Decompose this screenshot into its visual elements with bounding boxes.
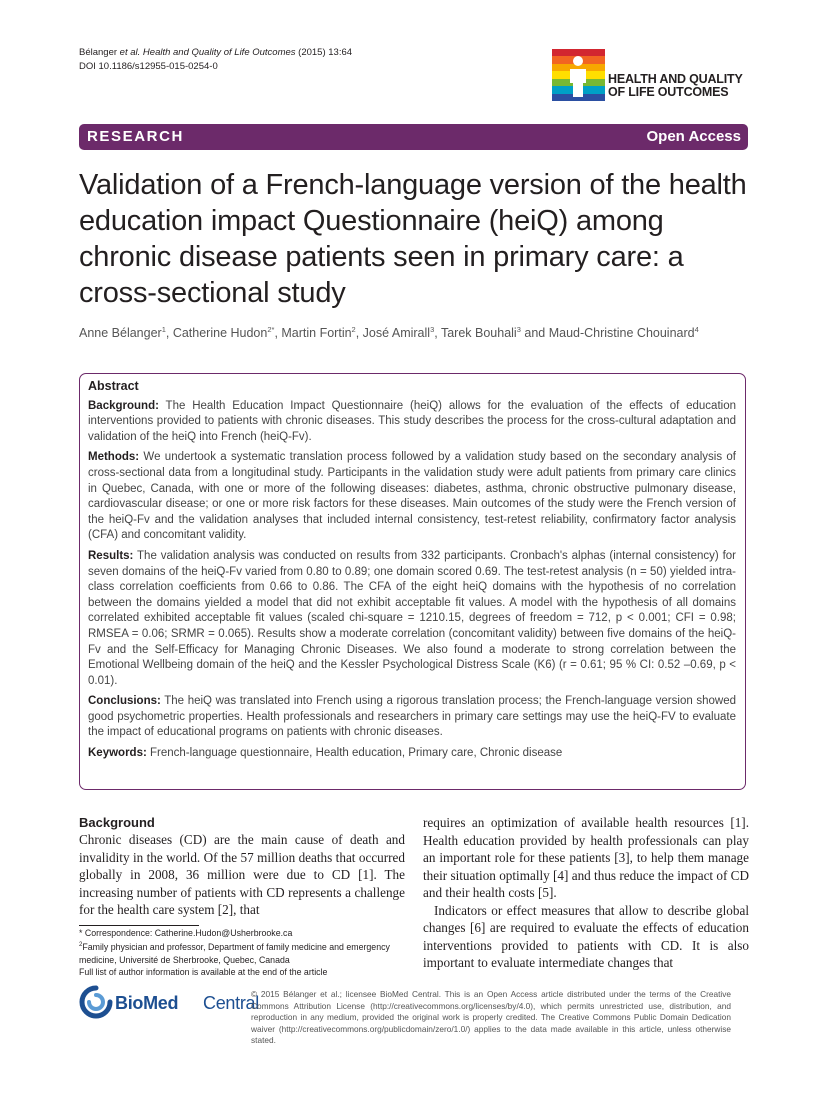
biomed-name-regular: Central <box>203 993 259 1013</box>
citation-line <box>79 46 352 60</box>
body-column-left <box>79 814 405 919</box>
author-name[interactable]: Martin Fortin <box>281 326 352 341</box>
doi[interactable]: DOI 10.1186/s12955-015-0254-0 <box>79 61 218 72</box>
author-name[interactable]: Anne Bélanger <box>79 326 162 341</box>
footnotes <box>79 927 409 979</box>
body-paragraph: requires an optimization of available health resources [1]. Health education provided by health professionals can play an important role for these patients [3], to help them manage their situation optimally [4] and thus reduce the impact of CD and their health costs [5]. <box>423 815 749 900</box>
journal-logo <box>552 49 752 101</box>
abstract-background: Background: The Health Education Impact Questionnaire (heiQ) allows for the evaluation of the effects of education interventions provided to patients with chronic diseases. This study describes the process for the cross-cultural adaptation and validation of the heiQ into French (heiQ-Fv). <box>88 399 736 443</box>
abstract-heading: Abstract <box>88 379 139 393</box>
citation-header <box>79 46 352 74</box>
journal-logo-text <box>608 73 743 99</box>
abstract-methods: Methods: We undertook a systematic translation process followed by a validation study based on the secondary analysis of cross-sectional data from a longitudinal study. Participants in the validation study were adult patients from primary care clinics in Quebec, Canada, with one or more of the following diseases: diabetes, asthma, chronic obstructive pulmonary disease, cardiovascular disease; or one or more risk factors for these diseases. Main outcomes of the study were the French version of the heiQ-Fv and the validation analyses that included internal consistency, test-retest reliability, confirmatory factor analysis (CFA) and concomitant validity. <box>88 451 736 542</box>
citation-journal: Health and Quality of Life Outcomes <box>142 47 296 58</box>
license-statement: © 2015 Bélanger et al.; licensee BioMed Central. This is an Open Access article distributed under the terms of the Creative Commons Attribution License (http://creativecommons.org/licenses/by/4.0), which permits unrestricted use, distribution, and reproduction in any medium, provided the original work is properly credited. The Creative Commons Public Domain Dedication waiver (http://creativecommons.org/publicdomain/zero/1.0/) applies to the data made available in this article, unless otherwise stated. <box>251 989 731 1045</box>
author-name[interactable]: Catherine Hudon <box>172 326 268 341</box>
article-type-label: RESEARCH <box>87 128 184 145</box>
author-name[interactable]: José Amirall <box>362 326 431 341</box>
abstract-conclusions: Conclusions: The heiQ was translated into French using a rigorous translation process; the French-language version showed good psychometric properties. Health professionals and researchers in primary care settings may use the heiQ-FV to evaluate the impact of educational programs on patients with chronic diseases. <box>88 695 736 739</box>
citation-authors: Bélanger <box>79 47 120 58</box>
author-name[interactable]: Maud-Christine Chouinard <box>548 326 695 341</box>
citation-volume: (2015) 13:64 <box>295 47 353 58</box>
abstract-box <box>79 373 746 790</box>
body-column-right <box>423 814 749 972</box>
author-affiliation-sup: 2* <box>267 325 275 334</box>
body-paragraph: Chronic diseases (CD) are the main cause of death and invalidity in the world. Of the 57 million deaths that occurred globally in 2008, 36 million were due to CD [1]. The increasing number of patients with CD represents a challenge for the health care system [2], that <box>79 832 405 917</box>
biomed-central-logo[interactable] <box>79 985 259 1021</box>
journal-logo-line1: HEALTH AND QUALITY <box>608 72 743 86</box>
abstract-keywords: Keywords: French-language questionnaire, Health education, Primary care, Chronic disease <box>88 747 563 760</box>
article-type-banner <box>79 124 748 150</box>
abstract-results: Results: The validation analysis was conducted on results from 332 participants. Cronbach's alphas (internal consistency) for seven domains of the heiQ-Fv varied from 0.80 to 0.89; one domain scored 0.69. The test-retest analysis (n = 50) yielded intra-class correlation coefficients from 0.66 to 0.86. The CFA of the eight heiQ domains with the hypothesis of no correlation between the domains yielded a model that did not exhibit acceptable fit values. A model with the hypothesis of all domains correlated exhibited acceptable fit values (scaled chi-square = 1210.15, degrees of freedom = 712, p < 0.001; CFI = 0.98; RMSEA = 0.06; SRMR = 0.065). Results show a moderate correlation (concomitant validity) between five domains of the heiQ-Fv and the Self-Efficacy for Managing Chronic Diseases. We also found a moderate to strong correlation between the Emotional Wellbeing domain of the heiQ and the Kessler Psychological Distress Scale (K6) (r = 0.61; 95 % CI: 0.52 –0.69, p < 0.01). <box>88 549 736 687</box>
author-affiliation-sup: 3 <box>430 325 435 334</box>
author-affiliation-sup: 4 <box>694 325 699 334</box>
affiliation-note: $^2$Family physician and professor, Department of family medicine and emergency medicine, Université de Sherbrooke, Quebec, Canada <box>79 942 390 965</box>
journal-logo-line2: OF LIFE OUTCOMES <box>608 85 729 99</box>
author-affiliation-sup: 1 <box>161 325 166 334</box>
correspondence-note[interactable]: * Correspondence: Catherine.Hudon@Usherbrooke.ca <box>79 928 293 938</box>
biomed-swirl-icon <box>79 985 113 1019</box>
body-paragraph: Indicators or effect measures that allow to describe global changes [6] are required to evaluate the effects of education interventions provided to patients with CD. It is also important to evaluate intermediate changes that <box>423 902 749 970</box>
section-heading-background: Background <box>79 815 155 830</box>
open-access-label: Open Access <box>646 128 741 145</box>
biomed-name-bold: BioMed <box>115 993 179 1013</box>
article-title: Validation of a French-language version of the health education impact Questionnaire (heiQ) among chronic disease patients seen in primary care: a cross-sectional study <box>79 169 747 309</box>
citation-etal: et al. <box>119 47 141 58</box>
person-icon <box>567 55 589 97</box>
footnote-divider <box>79 925 199 926</box>
author-affiliation-sup: 3 <box>516 325 521 334</box>
full-list-note: Full list of author information is available at the end of the article <box>79 967 328 978</box>
author-name[interactable]: Tarek Bouhali <box>440 326 517 341</box>
author-affiliation-sup: 2 <box>351 325 356 334</box>
author-list: Anne Bélanger$^1$, Catherine Hudon$^{2*}$, Martin Fortin$^2$, José Amirall$^3$, Tarek Bouhali$^3$ and Maud-Christine Chouinard$^4$ <box>79 325 699 341</box>
